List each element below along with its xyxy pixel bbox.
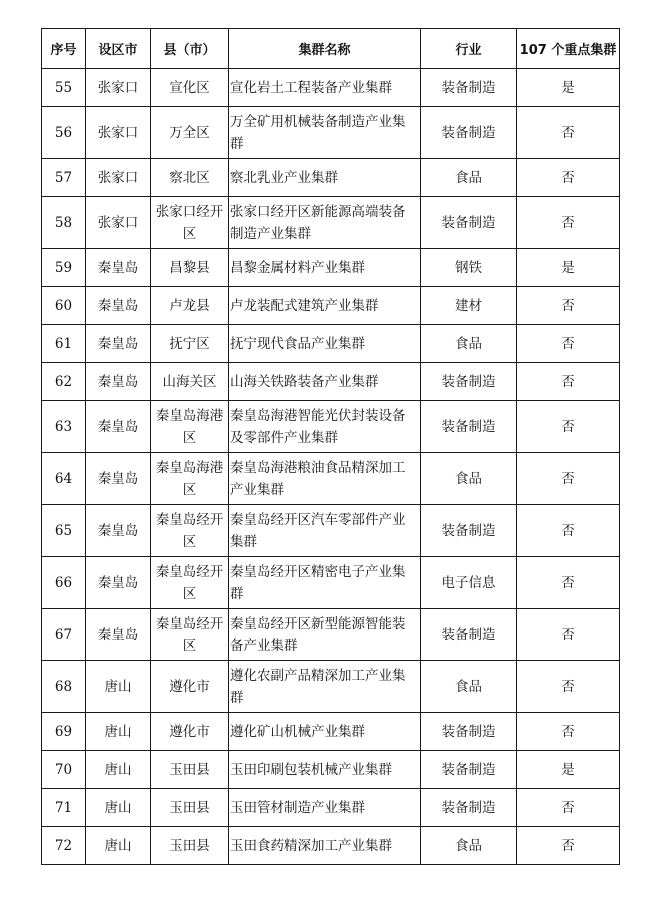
- cell-industry: 食品: [421, 661, 517, 713]
- cell-no: 60: [42, 287, 86, 325]
- cell-county: 遵化市: [151, 661, 229, 713]
- cell-industry: 装备制造: [421, 609, 517, 661]
- cell-industry: 食品: [421, 827, 517, 865]
- header-key-cluster: 107 个重点集群: [517, 29, 620, 69]
- cell-city: 唐山: [86, 789, 151, 827]
- cell-industry: 食品: [421, 159, 517, 197]
- cell-city: 秦皇岛: [86, 325, 151, 363]
- cell-cluster-name: 玉田管材制造产业集群: [229, 789, 421, 827]
- cell-cluster-name: 抚宁现代食品产业集群: [229, 325, 421, 363]
- cell-key-cluster: 否: [517, 827, 620, 865]
- table-row: [42, 69, 620, 107]
- cell-key-cluster: 是: [517, 249, 620, 287]
- cell-county: 秦皇岛海港区: [151, 453, 229, 505]
- cell-key-cluster: 否: [517, 609, 620, 661]
- cell-no: 68: [42, 661, 86, 713]
- cell-industry: 装备制造: [421, 401, 517, 453]
- cell-no: 67: [42, 609, 86, 661]
- cell-key-cluster: 否: [517, 107, 620, 159]
- table-row: [42, 609, 620, 661]
- cell-county: 秦皇岛经开区: [151, 609, 229, 661]
- cell-city: 秦皇岛: [86, 453, 151, 505]
- cell-county: 抚宁区: [151, 325, 229, 363]
- cell-city: 秦皇岛: [86, 363, 151, 401]
- cell-city: 秦皇岛: [86, 401, 151, 453]
- cell-no: 62: [42, 363, 86, 401]
- cell-county: 宣化区: [151, 69, 229, 107]
- cell-city: 秦皇岛: [86, 609, 151, 661]
- cell-industry: 装备制造: [421, 751, 517, 789]
- cell-city: 秦皇岛: [86, 557, 151, 609]
- cell-county: 张家口经开区: [151, 197, 229, 249]
- cell-no: 55: [42, 69, 86, 107]
- cell-no: 56: [42, 107, 86, 159]
- cell-county: 察北区: [151, 159, 229, 197]
- cell-cluster-name: 玉田印刷包装机械产业集群: [229, 751, 421, 789]
- cell-industry: 装备制造: [421, 789, 517, 827]
- cell-cluster-name: 秦皇岛经开区精密电子产业集群: [229, 557, 421, 609]
- cell-no: 58: [42, 197, 86, 249]
- cell-city: 唐山: [86, 661, 151, 713]
- cell-key-cluster: 否: [517, 453, 620, 505]
- cell-county: 秦皇岛经开区: [151, 505, 229, 557]
- table-row: [42, 505, 620, 557]
- header-county: 县（市）: [151, 29, 229, 69]
- cell-key-cluster: 否: [517, 363, 620, 401]
- cell-cluster-name: 卢龙装配式建筑产业集群: [229, 287, 421, 325]
- cell-county: 玉田县: [151, 827, 229, 865]
- cell-cluster-name: 遵化农副产品精深加工产业集群: [229, 661, 421, 713]
- cell-industry: 装备制造: [421, 363, 517, 401]
- cell-key-cluster: 否: [517, 401, 620, 453]
- table-row: [42, 661, 620, 713]
- cell-city: 张家口: [86, 107, 151, 159]
- cell-cluster-name: 山海关铁路装备产业集群: [229, 363, 421, 401]
- cell-cluster-name: 秦皇岛海港智能光伏封装设备及零部件产业集群: [229, 401, 421, 453]
- cell-key-cluster: 是: [517, 751, 620, 789]
- cell-city: 秦皇岛: [86, 249, 151, 287]
- table-row: [42, 107, 620, 159]
- cell-cluster-name: 察北乳业产业集群: [229, 159, 421, 197]
- header-no: 序号: [42, 29, 86, 69]
- cell-city: 张家口: [86, 159, 151, 197]
- cell-city: 唐山: [86, 827, 151, 865]
- header-industry: 行业: [421, 29, 517, 69]
- cell-industry: 钢铁: [421, 249, 517, 287]
- table-row: [42, 789, 620, 827]
- cell-city: 唐山: [86, 751, 151, 789]
- cell-county: 山海关区: [151, 363, 229, 401]
- cell-cluster-name: 秦皇岛经开区汽车零部件产业集群: [229, 505, 421, 557]
- cell-cluster-name: 张家口经开区新能源高端装备制造产业集群: [229, 197, 421, 249]
- cell-city: 张家口: [86, 69, 151, 107]
- table-row: [42, 287, 620, 325]
- cell-industry: 建材: [421, 287, 517, 325]
- cell-no: 63: [42, 401, 86, 453]
- cell-county: 卢龙县: [151, 287, 229, 325]
- cell-no: 64: [42, 453, 86, 505]
- cell-key-cluster: 否: [517, 159, 620, 197]
- cell-industry: 电子信息: [421, 557, 517, 609]
- cell-industry: 食品: [421, 453, 517, 505]
- cell-no: 66: [42, 557, 86, 609]
- header-city: 设区市: [86, 29, 151, 69]
- cell-no: 71: [42, 789, 86, 827]
- cell-key-cluster: 否: [517, 287, 620, 325]
- cell-key-cluster: 否: [517, 557, 620, 609]
- cell-key-cluster: 否: [517, 789, 620, 827]
- cell-no: 65: [42, 505, 86, 557]
- cell-industry: 装备制造: [421, 505, 517, 557]
- cell-county: 玉田县: [151, 789, 229, 827]
- cell-industry: 装备制造: [421, 107, 517, 159]
- cell-county: 玉田县: [151, 751, 229, 789]
- cell-industry: 装备制造: [421, 713, 517, 751]
- cell-city: 唐山: [86, 713, 151, 751]
- header-cluster-name: 集群名称: [229, 29, 421, 69]
- cell-county: 万全区: [151, 107, 229, 159]
- table-row: [42, 827, 620, 865]
- cell-industry: 食品: [421, 325, 517, 363]
- cell-cluster-name: 万全矿用机械装备制造产业集群: [229, 107, 421, 159]
- cell-cluster-name: 玉田食药精深加工产业集群: [229, 827, 421, 865]
- cell-no: 61: [42, 325, 86, 363]
- cell-industry: 装备制造: [421, 69, 517, 107]
- cell-no: 69: [42, 713, 86, 751]
- table-row: [42, 751, 620, 789]
- table-row: [42, 363, 620, 401]
- cell-key-cluster: 否: [517, 661, 620, 713]
- cell-no: 72: [42, 827, 86, 865]
- cell-county: 遵化市: [151, 713, 229, 751]
- cell-city: 秦皇岛: [86, 287, 151, 325]
- cell-city: 秦皇岛: [86, 505, 151, 557]
- cell-county: 秦皇岛经开区: [151, 557, 229, 609]
- cell-no: 59: [42, 249, 86, 287]
- table-row: [42, 197, 620, 249]
- cell-industry: 装备制造: [421, 197, 517, 249]
- table-row: [42, 159, 620, 197]
- cell-cluster-name: 宣化岩土工程装备产业集群: [229, 69, 421, 107]
- cluster-table: [41, 28, 620, 865]
- cell-cluster-name: 昌黎金属材料产业集群: [229, 249, 421, 287]
- cell-key-cluster: 否: [517, 197, 620, 249]
- cell-key-cluster: 否: [517, 325, 620, 363]
- table-header-row: [42, 29, 620, 69]
- cell-city: 张家口: [86, 197, 151, 249]
- cell-key-cluster: 否: [517, 505, 620, 557]
- cell-cluster-name: 遵化矿山机械产业集群: [229, 713, 421, 751]
- table-row: [42, 249, 620, 287]
- cell-cluster-name: 秦皇岛经开区新型能源智能装备产业集群: [229, 609, 421, 661]
- cell-county: 秦皇岛海港区: [151, 401, 229, 453]
- table-row: [42, 325, 620, 363]
- cell-no: 70: [42, 751, 86, 789]
- cell-county: 昌黎县: [151, 249, 229, 287]
- table-row: [42, 401, 620, 453]
- cell-key-cluster: 是: [517, 69, 620, 107]
- table-row: [42, 557, 620, 609]
- cell-cluster-name: 秦皇岛海港粮油食品精深加工产业集群: [229, 453, 421, 505]
- cell-no: 57: [42, 159, 86, 197]
- table-row: [42, 453, 620, 505]
- cell-key-cluster: 否: [517, 713, 620, 751]
- table-row: [42, 713, 620, 751]
